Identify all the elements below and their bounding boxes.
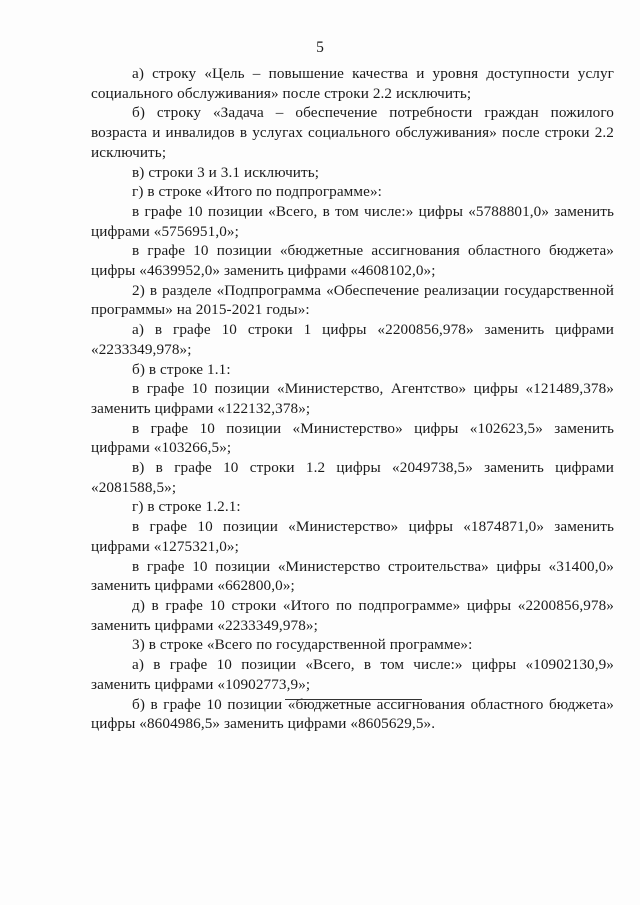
page-number: 5 — [316, 39, 324, 56]
paragraph: д) в графе 10 строки «Итого по подпрограмме» цифры «2200856,978» заменить цифрами «2233349,978»; — [91, 596, 614, 634]
paragraph: в графе 10 позиции «Министерство» цифры «102623,5» заменить цифрами «103266,5»; — [91, 419, 614, 457]
paragraph: а) строку «Цель – повышение качества и уровня доступности услуг социального обслуживания» после строки 2.2 исключить; — [91, 65, 614, 102]
paragraph: в графе 10 позиции «Министерство строительства» цифры «31400,0» заменить цифрами «662800,0»; — [91, 557, 614, 595]
paragraph: в графе 10 позиции «бюджетные ассигнования областного бюджета» цифры «4639952,0» заменить цифрами «4608102,0»; — [91, 242, 614, 280]
paragraph: 3) в строке «Всего по государственной программе»: — [132, 636, 473, 654]
paragraph: б) в строке 1.1: — [132, 360, 231, 378]
closing-rule — [285, 699, 422, 700]
document-body — [91, 64, 614, 734]
paragraph: в) строки 3 и 3.1 исключить; — [132, 163, 320, 181]
paragraph: а) в графе 10 позиции «Всего, в том числе:» цифры «10902130,9» заменить цифрами «10902773,9»; — [91, 656, 614, 693]
paragraph: г) в строке 1.2.1: — [132, 498, 241, 516]
paragraph: в графе 10 позиции «Министерство, Агентство» цифры «121489,378» заменить цифрами «122132,378»; — [91, 380, 614, 417]
paragraph: б) в графе 10 позиции «бюджетные ассигнования областного бюджета» цифры «8604986,5» заменить цифрами «8605629,5». — [91, 695, 614, 733]
paragraph: б) строку «Задача – обеспечение потребности граждан пожилого возраста и инвалидов в услугах социального обслуживания» после строки 2.2 исключить; — [91, 104, 614, 161]
paragraph: в графе 10 позиции «Министерство» цифры «1874871,0» заменить цифрами «1275321,0»; — [91, 518, 614, 555]
paragraph: а) в графе 10 строки 1 цифры «2200856,978» заменить цифрами «2233349,978»; — [91, 321, 614, 358]
paragraph: г) в строке «Итого по подпрограмме»: — [132, 183, 382, 201]
paragraph: в) в графе 10 строки 1.2 цифры «2049738,5» заменить цифрами «2081588,5»; — [91, 459, 614, 496]
paragraph: в графе 10 позиции «Всего, в том числе:» цифры «5788801,0» заменить цифрами «5756951,0»; — [91, 202, 614, 240]
paragraph: 2) в разделе «Подпрограмма «Обеспечение реализации государственной программы» на 2015-2021 годы»: — [91, 281, 614, 319]
